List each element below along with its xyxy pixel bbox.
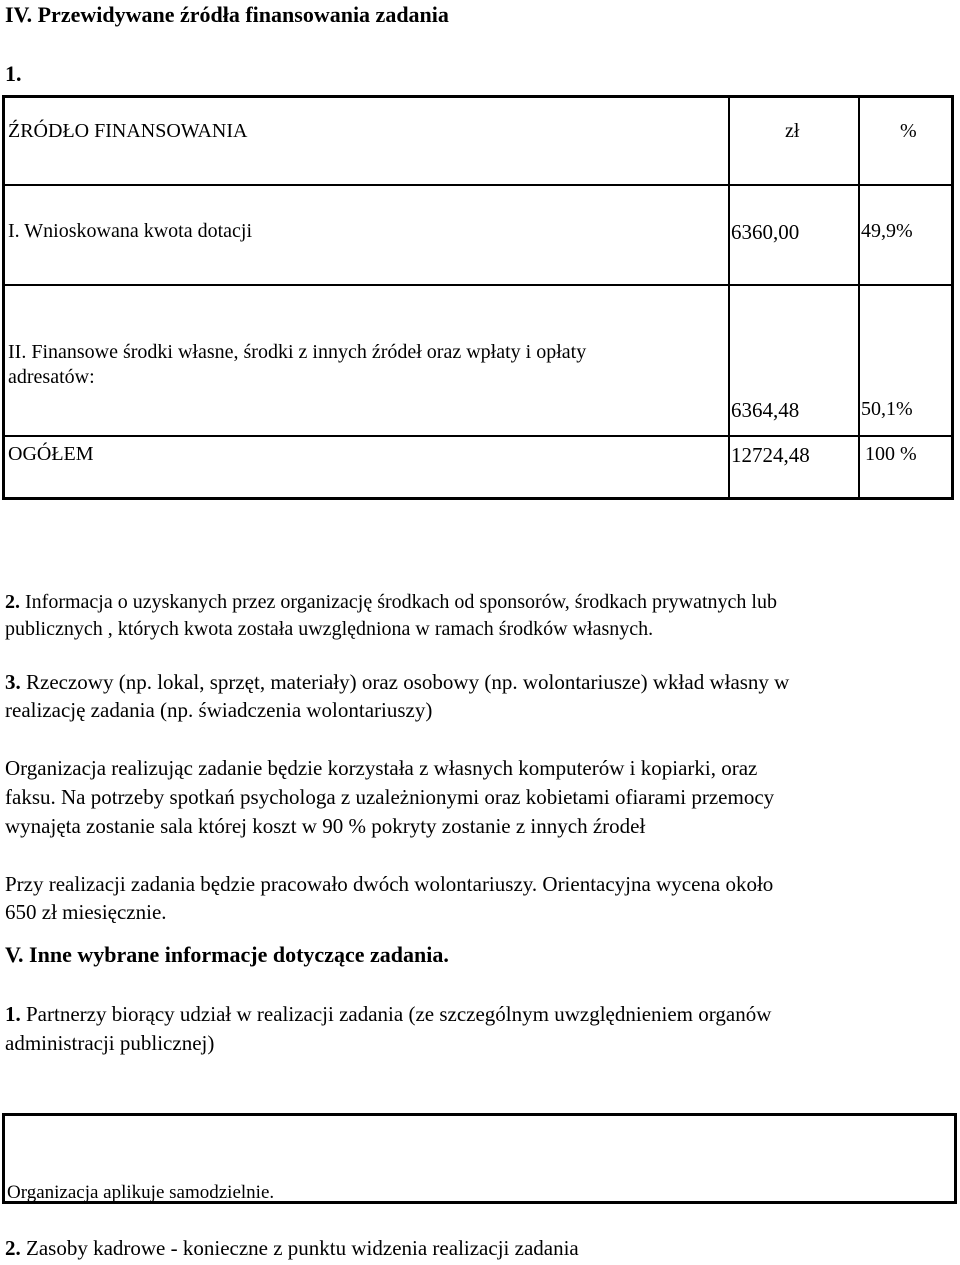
- row-grant-amount: 6360,00: [731, 220, 800, 244]
- header-amount: zł: [785, 120, 800, 142]
- section-v-item-1-line2: administracji publicznej): [5, 1031, 215, 1055]
- row-total-amount: 12724,48: [731, 443, 810, 467]
- row-own-funds-label-line1: II. Finansowe środki własne, środki z innych źródeł oraz wpłaty i opłaty: [8, 341, 587, 363]
- column-divider-percent: [858, 98, 860, 497]
- row-total-label: OGÓŁEM: [8, 443, 94, 465]
- item-2-line1: [5, 591, 777, 614]
- item-2-text: Informacja o uzyskanych przez organizację środkach od sponsorów, środkach prywatnych lub: [20, 591, 777, 613]
- section-iv-title: IV. Przewidywane źródła finansowania zadania: [5, 2, 449, 27]
- section-v-title: V. Inne wybrane informacje dotyczące zadania.: [5, 942, 449, 967]
- financing-table: [2, 95, 954, 500]
- paragraph-2-line1: Przy realizacji zadania będzie pracowało dwóch wolontariuszy. Orientacyjna wycena około: [5, 872, 774, 896]
- row-own-funds-amount: 6364,48: [731, 398, 800, 422]
- row-total-percent: 100 %: [865, 443, 917, 465]
- item-3-text: Rzeczowy (np. lokal, sprzęt, materiały) oraz osobowy (np. wolontariusze) wkład własny w: [20, 670, 790, 694]
- paragraph-1-line2: faksu. Na potrzeby spotkań psychologa z uzależnionymi oraz kobietami ofiarami przemocy: [5, 785, 775, 809]
- item-1-number: 1.: [5, 61, 22, 86]
- item-2-number: 2.: [5, 591, 20, 613]
- item-3-number: 3.: [5, 670, 21, 694]
- row-divider: [5, 184, 951, 186]
- row-divider: [5, 435, 951, 437]
- section-v-item-2-text: Zasoby kadrowe - konieczne z punktu widzenia realizacji zadania: [20, 1236, 579, 1260]
- section-v-item-2-number: 2.: [5, 1236, 21, 1260]
- item-3-line1: [5, 670, 789, 695]
- paragraph-2-line2: 650 zł miesięcznie.: [5, 900, 167, 924]
- row-own-funds-percent: 50,1%: [861, 398, 913, 420]
- row-own-funds-label-line2: adresatów:: [8, 366, 95, 388]
- section-v-item-1-text: Partnerzy biorący udział w realizacji zadania (ze szczególnym uwzględnieniem organów: [20, 1002, 772, 1026]
- partners-answer: Organizacja aplikuje samodzielnie.: [7, 1182, 275, 1203]
- header-percent: %: [900, 120, 917, 142]
- column-divider-amount: [728, 98, 730, 497]
- row-divider: [5, 284, 951, 286]
- item-3-line2: realizację zadania (np. świadczenia wolontariuszy): [5, 698, 433, 722]
- partners-box: [2, 1113, 957, 1204]
- row-grant-percent: 49,9%: [861, 220, 913, 242]
- section-v-item-1-line1: [5, 1002, 771, 1027]
- header-source: ŹRÓDŁO FINANSOWANIA: [8, 120, 248, 142]
- paragraph-1-line1: Organizacja realizując zadanie będzie korzystała z własnych komputerów i kopiarki, oraz: [5, 756, 758, 780]
- row-grant-label: I. Wnioskowana kwota dotacji: [8, 220, 253, 242]
- section-v-item-1-number: 1.: [5, 1002, 21, 1026]
- section-v-item-2: [5, 1236, 579, 1261]
- item-2-line2: publicznych , których kwota została uwzględniona w ramach środków własnych.: [5, 618, 654, 640]
- paragraph-1-line3: wynajęta zostanie sala której koszt w 90 % pokryty zostanie z innych źrodeł: [5, 814, 646, 838]
